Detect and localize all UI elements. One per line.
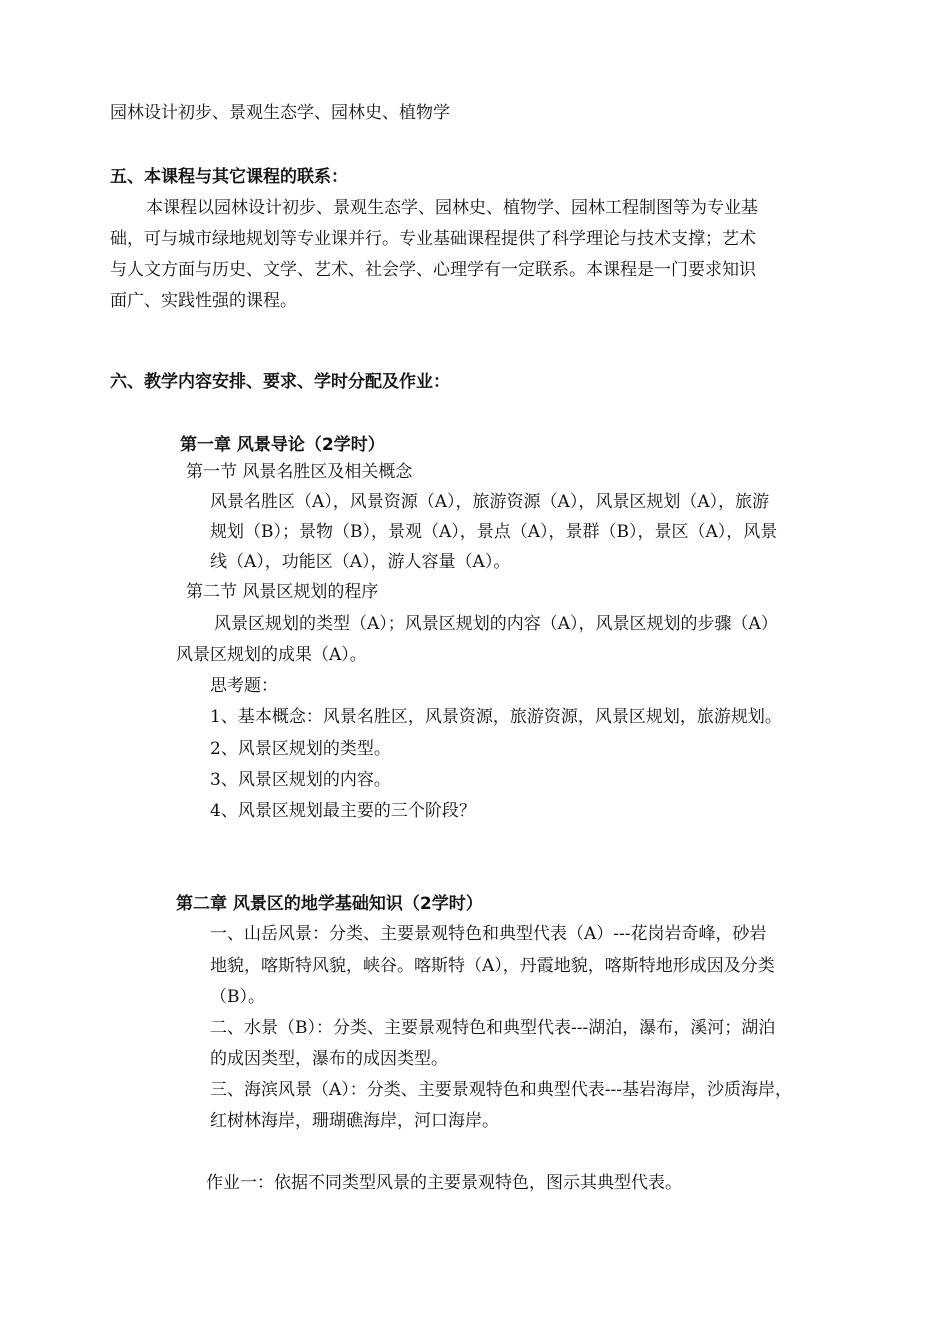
- section-5-paragraph-line: 本课程以园林设计初步、景观生态学、园林史、植物学、园林工程制图等为专业基: [146, 198, 758, 218]
- chapter-1-section-1-title: 第一节 风景名胜区及相关概念: [186, 462, 413, 482]
- chapter-1-section-2-line: 风景区规划的类型（A）；风景区规划的内容（A），风景区规划的步骤（A）: [214, 614, 778, 634]
- chapter-2-item-3-line: 红树林海岸，珊瑚礁海岸，河口海岸。: [210, 1111, 499, 1131]
- chapter-1-section-1-line: 风景名胜区（A），风景资源（A），旅游资源（A），风景区规划（A），旅游: [210, 492, 770, 512]
- chapter-1-section-1-line: 规划（B）；景物（B），景观（A），景点（A），景群（B），景区（A），风景: [210, 522, 778, 542]
- chapter-1-title: 第一章 风景导论（2学时）: [180, 435, 385, 455]
- question-item: 4、风景区规划最主要的三个阶段？: [210, 801, 476, 821]
- chapter-1-section-2-title: 第二节 风景区规划的程序: [186, 582, 379, 602]
- chapter-2-item-1-line: 地貌，喀斯特风貌，峡谷。喀斯特（A），丹霞地貌，喀斯特地形成因及分类: [210, 956, 775, 976]
- chapter-2-item-1-line: 一、山岳风景：分类、主要景观特色和典型代表（A）---花岗岩奇峰，砂岩: [210, 924, 767, 944]
- chapter-1-section-2-line: 风景区规划的成果（A）。: [176, 645, 367, 665]
- chapter-2-title: 第二章 风景区的地学基础知识（2学时）: [176, 894, 483, 914]
- chapter-2-item-2-line: 二、水景（B）：分类、主要景观特色和典型代表---湖泊，瀑布，溪河；湖泊: [210, 1018, 776, 1038]
- section-5-paragraph-line: 与人文方面与历史、文学、艺术、社会学、心理学有一定联系。本课程是一门要求知识: [110, 260, 756, 280]
- chapter-2-item-1-line: （B）。: [210, 987, 265, 1007]
- chapter-2-item-3-line: 三、海滨风景（A）：分类、主要景观特色和典型代表---基岩海岸，沙质海岸，: [210, 1080, 793, 1100]
- question-item: 1、基本概念：风景名胜区，风景资源，旅游资源，风景区规划，旅游规划。: [210, 707, 782, 727]
- section-5-heading: 五、本课程与其它课程的联系：: [110, 167, 348, 187]
- section-5-paragraph-line: 面广、实践性强的课程。: [110, 291, 297, 311]
- section-6-heading: 六、教学内容安排、要求、学时分配及作业：: [110, 372, 450, 392]
- question-item: 2、风景区规划的类型。: [210, 739, 391, 759]
- questions-label: 思考题：: [210, 676, 278, 696]
- question-item: 3、风景区规划的内容。: [210, 770, 391, 790]
- chapter-2-item-2-line: 的成因类型，瀑布的成因类型。: [210, 1049, 448, 1069]
- section-5-paragraph-line: 础，可与城市绿地规划等专业课并行。专业基础课程提供了科学理论与技术支撑；艺术: [110, 229, 756, 249]
- homework-1: 作业一：依据不同类型风景的主要景观特色，图示其典型代表。: [206, 1173, 682, 1193]
- prerequisite-courses-line: 园林设计初步、景观生态学、园林史、植物学: [110, 103, 450, 123]
- chapter-1-section-1-line: 线（A），功能区（A），游人容量（A）。: [210, 552, 511, 572]
